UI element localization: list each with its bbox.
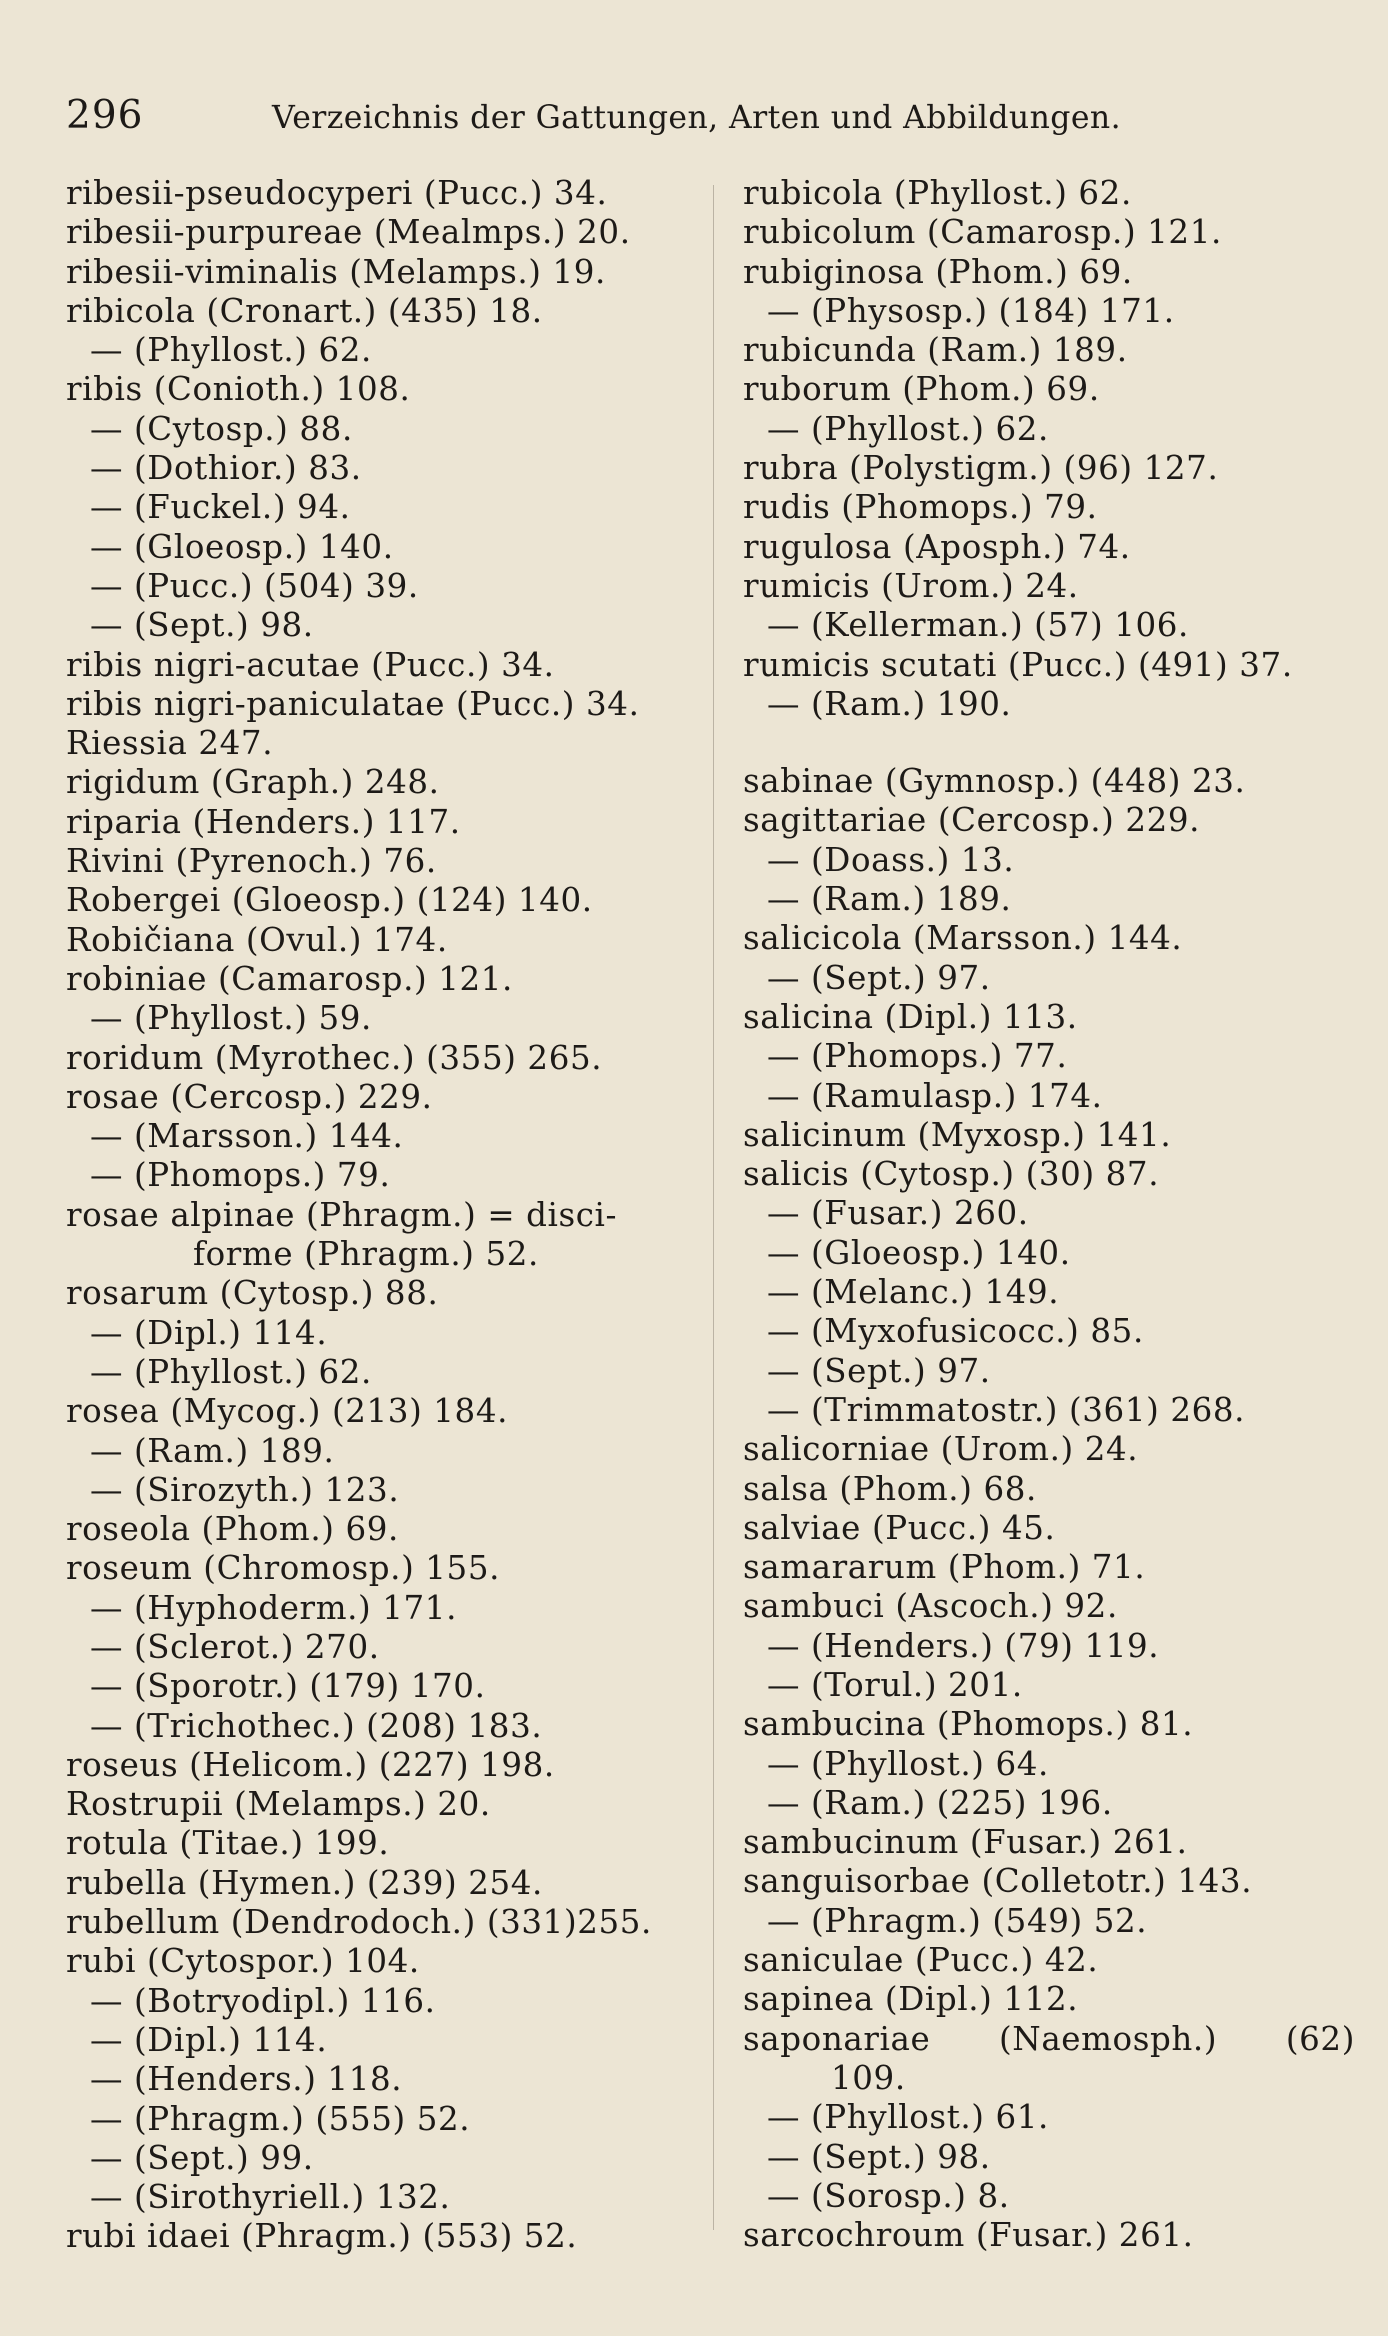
index-entry: Rostrupii (Melamps.) 20. bbox=[66, 1785, 491, 1824]
index-entry: roseum (Chromosp.) 155. bbox=[66, 1549, 501, 1588]
index-subentry: — (Phyllost.) 62. bbox=[90, 331, 372, 370]
index-entry: salsa (Phom.) 68. bbox=[743, 1469, 1037, 1508]
index-subentry: — (Cytosp.) 88. bbox=[90, 409, 353, 448]
index-subentry: — (Sclerot.) 270. bbox=[90, 1627, 380, 1666]
index-entry-part: (62) bbox=[1285, 2019, 1355, 2058]
index-entry: rubicunda (Ram.) 189. bbox=[743, 331, 1128, 370]
index-entry: rugulosa (Aposph.) 74. bbox=[743, 527, 1131, 566]
index-subentry: — (Dipl.) 114. bbox=[90, 1313, 328, 1352]
index-subentry: — (Trichothec.) (208) 183. bbox=[90, 1706, 543, 1745]
index-entry: sagittariae (Cercosp.) 229. bbox=[743, 801, 1201, 840]
index-entry: rubella (Hymen.) (239) 254. bbox=[66, 1863, 543, 1902]
index-subentry: — (Fusar.) 260. bbox=[767, 1194, 1029, 1233]
index-entry: rudis (Phomops.) 79. bbox=[743, 488, 1098, 527]
index-subentry: — (Phyllost.) 59. bbox=[90, 999, 372, 1038]
index-entry: rosarum (Cytosp.) 88. bbox=[66, 1274, 439, 1313]
index-subentry: — (Ram.) 189. bbox=[767, 880, 1012, 919]
index-entry: ribis (Conioth.) 108. bbox=[66, 370, 411, 409]
index-entry: rubellum (Dendrodoch.) (331)255. bbox=[66, 1903, 652, 1942]
index-subentry: — (Sept.) 98. bbox=[90, 606, 314, 645]
index-subentry: — (Sept.) 97. bbox=[767, 958, 991, 997]
index-entry: salviae (Pucc.) 45. bbox=[743, 1508, 1056, 1547]
index-entry: rigidum (Graph.) 248. bbox=[66, 763, 440, 802]
index-subentry: — (Melanc.) 149. bbox=[767, 1273, 1060, 1312]
index-entry: roseola (Phom.) 69. bbox=[66, 1510, 399, 1549]
index-subentry: — (Myxofusicocc.) 85. bbox=[767, 1312, 1144, 1351]
index-entry: ruborum (Phom.) 69. bbox=[743, 370, 1100, 409]
index-entry: robiniae (Camarosp.) 121. bbox=[66, 959, 513, 998]
index-entry: Robergei (Gloeosp.) (124) 140. bbox=[66, 881, 593, 920]
index-entry-part: (Naemosph.) bbox=[999, 2019, 1218, 2058]
index-subentry: — (Torul.) 201. bbox=[767, 1665, 1023, 1704]
index-entry: roridum (Myrothec.) (355) 265. bbox=[66, 1038, 603, 1077]
index-entry: Rivini (Pyrenoch.) 76. bbox=[66, 842, 437, 881]
index-subentry: — (Marsson.) 144. bbox=[90, 1117, 404, 1156]
index-subentry: — (Pucc.) (504) 39. bbox=[90, 566, 419, 605]
index-entry: rosae alpinae (Phragm.) = disci- bbox=[66, 1195, 618, 1234]
index-subentry: — (Physosp.) (184) 171. bbox=[767, 291, 1175, 330]
index-subentry: — (Ram.) 190. bbox=[767, 684, 1012, 723]
index-entry: sanguisorbae (Colletotr.) 143. bbox=[743, 1862, 1253, 1901]
section-gap bbox=[743, 724, 1363, 762]
index-subentry: — (Henders.) 118. bbox=[90, 2060, 403, 2099]
index-subentry: — (Henders.) (79) 119. bbox=[767, 1626, 1160, 1665]
index-entry-continuation: forme (Phragm.) 52. bbox=[193, 1235, 539, 1274]
index-subentry: — (Gloeosp.) 140. bbox=[90, 527, 394, 566]
index-subentry: — (Phyllost.) 64. bbox=[767, 1744, 1049, 1783]
index-subentry: — (Dothior.) 83. bbox=[90, 449, 362, 488]
index-entry: sabinae (Gymnosp.) (448) 23. bbox=[743, 762, 1246, 801]
index-subentry: — (Phyllost.) 61. bbox=[767, 2098, 1049, 2137]
index-subentry: — (Sirozyth.) 123. bbox=[90, 1470, 400, 1509]
left-index-column bbox=[66, 174, 706, 2257]
index-entry: salicorniae (Urom.) 24. bbox=[743, 1430, 1139, 1469]
index-entry: rotula (Titae.) 199. bbox=[66, 1824, 390, 1863]
index-entry: sambucinum (Fusar.) 261. bbox=[743, 1823, 1188, 1862]
index-subentry: — (Sorosp.) 8. bbox=[767, 2176, 1010, 2215]
index-subentry: — (Sept.) 99. bbox=[90, 2138, 314, 2177]
index-subentry: — (Phyllost.) 62. bbox=[767, 409, 1049, 448]
index-subentry: — (Phyllost.) 62. bbox=[90, 1352, 372, 1391]
index-entry: sarcochroum (Fusar.) 261. bbox=[743, 2216, 1194, 2255]
index-entry: saniculae (Pucc.) 42. bbox=[743, 1941, 1099, 1980]
index-entry: rosae (Cercosp.) 229. bbox=[66, 1077, 433, 1116]
index-subentry: — (Sept.) 98. bbox=[767, 2137, 991, 2176]
index-entry: Robičiana (Ovul.) 174. bbox=[66, 920, 448, 959]
index-subentry: — (Phomops.) 77. bbox=[767, 1037, 1068, 1076]
index-entry: ribicola (Cronart.) (435) 18. bbox=[66, 291, 543, 330]
index-entry: salicina (Dipl.) 113. bbox=[743, 997, 1078, 1036]
index-entry-continuation: 109. bbox=[831, 2058, 906, 2097]
index-subentry: — (Sept.) 97. bbox=[767, 1351, 991, 1390]
index-subentry: — (Botryodipl.) 116. bbox=[90, 1981, 436, 2020]
index-subentry: — (Fuckel.) 94. bbox=[90, 488, 351, 527]
index-entry: salicicola (Marsson.) 144. bbox=[743, 919, 1183, 958]
index-subentry: — (Kellerman.) (57) 106. bbox=[767, 606, 1189, 645]
index-entry: roseus (Helicom.) (227) 198. bbox=[66, 1745, 555, 1784]
index-subentry: — (Hyphoderm.) 171. bbox=[90, 1588, 458, 1627]
index-entry: ribesii-pseudocyperi (Pucc.) 34. bbox=[66, 174, 608, 212]
index-entry: rumicis scutati (Pucc.) (491) 37. bbox=[743, 645, 1293, 684]
column-divider bbox=[713, 185, 714, 2230]
index-subentry: — (Sirothyriell.) 132. bbox=[90, 2178, 451, 2217]
index-subentry: — (Ram.) (225) 196. bbox=[767, 1783, 1113, 1822]
index-entry: rubi idaei (Phragm.) (553) 52. bbox=[66, 2217, 578, 2256]
index-entry: rosea (Mycog.) (213) 184. bbox=[66, 1392, 509, 1431]
index-subentry: — (Sporotr.) (179) 170. bbox=[90, 1667, 486, 1706]
index-entry: Riessia 247. bbox=[66, 724, 274, 763]
index-entry: rubra (Polystigm.) (96) 127. bbox=[743, 449, 1219, 488]
page-number: 296 bbox=[66, 93, 144, 138]
index-subentry: — (Doass.) 13. bbox=[767, 840, 1015, 879]
page-header bbox=[66, 88, 1366, 144]
index-entry: sapinea (Dipl.) 112. bbox=[743, 1980, 1079, 2019]
index-entry: rubiginosa (Phom.) 69. bbox=[743, 252, 1133, 291]
index-entry: ribis nigri-acutae (Pucc.) 34. bbox=[66, 645, 555, 684]
index-entry bbox=[743, 2020, 1355, 2059]
index-entry: sambucina (Phomops.) 81. bbox=[743, 1705, 1194, 1744]
index-subentry: — (Dipl.) 114. bbox=[90, 2020, 328, 2059]
index-entry: rubicolum (Camarosp.) 121. bbox=[743, 213, 1222, 252]
index-entry: samararum (Phom.) 71. bbox=[743, 1548, 1146, 1587]
index-subentry: — (Ram.) 189. bbox=[90, 1431, 335, 1470]
index-entry: riparia (Henders.) 117. bbox=[66, 802, 461, 841]
index-subentry: — (Trimmatostr.) (361) 268. bbox=[767, 1390, 1246, 1429]
index-subentry: — (Ramulasp.) 174. bbox=[767, 1076, 1103, 1115]
index-entry-part: saponariae bbox=[743, 2019, 931, 2058]
running-title: Verzeichnis der Gattungen, Arten und Abbildungen. bbox=[272, 100, 1121, 136]
index-subentry: — (Phragm.) (555) 52. bbox=[90, 2099, 471, 2138]
index-entry: rubi (Cytospor.) 104. bbox=[66, 1942, 420, 1981]
right-index-column bbox=[743, 174, 1363, 2255]
index-entry: salicis (Cytosp.) (30) 87. bbox=[743, 1155, 1160, 1194]
index-entry: rubicola (Phyllost.) 62. bbox=[743, 174, 1132, 212]
index-subentry: — (Phragm.) (549) 52. bbox=[767, 1901, 1148, 1940]
index-entry: salicinum (Myxosp.) 141. bbox=[743, 1115, 1172, 1154]
index-entry: ribesii-viminalis (Melamps.) 19. bbox=[66, 252, 606, 291]
index-entry: rumicis (Urom.) 24. bbox=[743, 566, 1079, 605]
index-entry: sambuci (Ascoch.) 92. bbox=[743, 1587, 1118, 1626]
index-subentry: — (Phomops.) 79. bbox=[90, 1156, 391, 1195]
index-entry: ribis nigri-paniculatae (Pucc.) 34. bbox=[66, 684, 640, 723]
index-entry: ribesii-purpureae (Mealmps.) 20. bbox=[66, 213, 631, 252]
index-subentry: — (Gloeosp.) 140. bbox=[767, 1233, 1071, 1272]
